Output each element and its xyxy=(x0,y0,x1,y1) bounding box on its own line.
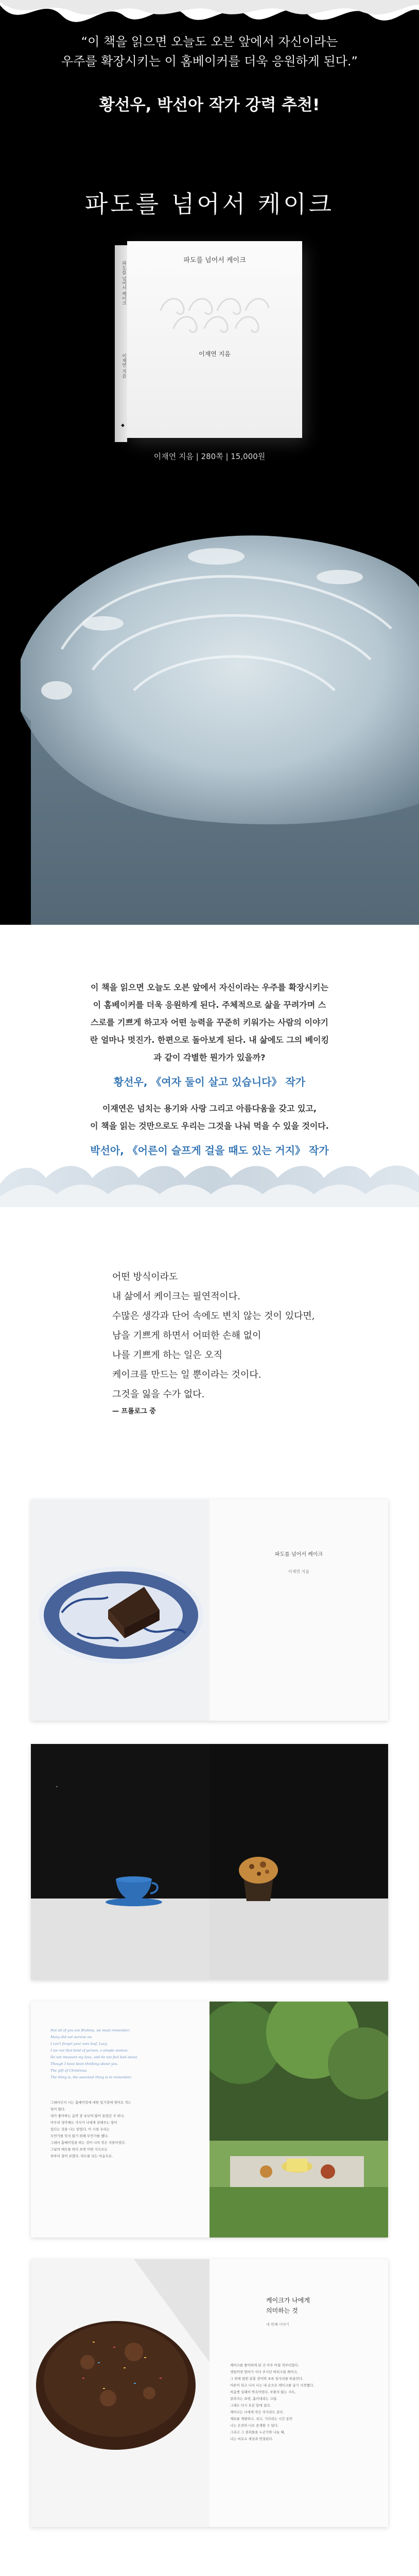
body-line: 케이크는 나에게 작은 의식과도 같다. xyxy=(230,2410,284,2414)
recommendation-line: 과 같이 각별한 뭔가가 있을까? xyxy=(153,1053,266,1062)
chocolate-cake-photo xyxy=(31,2259,210,2527)
english-line: Do not measure my love, and do not feel bad about. xyxy=(50,2055,138,2059)
excerpt-line: 수많은 생각과 단어 속에도 변치 않는 것이 있다면, xyxy=(112,1311,315,1321)
publisher-logo-icon: ◆ xyxy=(121,423,125,428)
book-spread-2 xyxy=(31,1744,388,1980)
garden-photo xyxy=(210,2002,388,2238)
body-line: 그리고 그 결과물을 누군가와 나눌 때, xyxy=(230,2430,285,2434)
cover-wave-illustration xyxy=(158,290,271,336)
excerpt-line: 나를 기쁘게 하는 일은 오직 xyxy=(112,1350,223,1361)
muffin-photo xyxy=(210,1744,388,1980)
chapter-title-line: 의미하는 것 xyxy=(266,2307,298,2314)
body-line: 일이 많다. xyxy=(50,2107,66,2111)
recommendation-line: 이 책을 읽는 것만으로도 우리는 그것을 나눠 먹을 수 있을 것이다. xyxy=(90,1121,329,1131)
chapter-title-line: 케이크가 나에게 xyxy=(266,2297,310,2304)
english-line: Though I have been thinking about you. xyxy=(50,2062,118,2066)
english-line: Not all of you are Brahms, we must remember. xyxy=(50,2028,130,2032)
book-spread-1 xyxy=(31,1499,388,1721)
body-line: 그래서 홈베이킹을 하는 것이 나의 작은 저항이었다. xyxy=(50,2141,126,2145)
english-line: The thing is, the sweetest thing is to remember. xyxy=(50,2075,132,2079)
plate-cake-photo xyxy=(31,1499,210,1721)
korean-body xyxy=(50,2099,195,2160)
chapter-title xyxy=(266,2295,310,2316)
body-line: 재료를 계량하고, 섞고, 기다리는 시간 동안 xyxy=(230,2417,293,2421)
book-cover xyxy=(127,241,302,438)
text-page xyxy=(31,2002,210,2238)
excerpt-line: 내 삶에서 케이크는 필연적이다. xyxy=(112,1291,240,1302)
book-spread-3 xyxy=(31,2002,388,2238)
recommendation-text xyxy=(0,1100,419,1135)
recommendation-author: 박선아, 《어른이 슬프게 걸을 때도 있는 거지》 작가 xyxy=(90,1144,329,1157)
body-line: 갈라지는 표면, 흘러내리는 크림. xyxy=(230,2397,277,2401)
book-cover-title: 파도를 넘어서 케이크 xyxy=(183,257,246,264)
book-meta: 이재연 지음 | 280쪽 | 15,000원 xyxy=(153,452,266,461)
hero-quote xyxy=(0,32,419,71)
excerpt-line: 그것을 잃을 수가 없다. xyxy=(112,1389,205,1400)
wave-divider xyxy=(0,1153,419,1207)
title-page-author: 이재연 지음 xyxy=(288,1569,310,1574)
recommendation-text xyxy=(0,979,419,1066)
body-line: 있다는 것을 나는 믿었다. 이 시절 우리는 xyxy=(50,2127,110,2131)
recommendation-2 xyxy=(0,1100,419,1157)
recommendation-author: 황선우, 《여자 둘이 살고 있습니다》 작가 xyxy=(113,1076,306,1088)
book-spine xyxy=(115,245,127,442)
coffee-cup-photo xyxy=(31,1744,210,1980)
hero-section xyxy=(0,0,419,925)
recommendation-line: 이재연은 넘치는 용기와 사랑 그리고 아름다움을 갖고 있고, xyxy=(102,1104,317,1113)
recommendation-line: 이 책을 읽으면 오늘도 오븐 앞에서 자신이라는 우주를 확장시키는 xyxy=(91,982,328,992)
body-line: 내가 좋아하는 음악 중 유난히 많이 들었던 곡 하나, xyxy=(50,2114,125,2118)
english-line: I am not that kind of person, a simple woman. xyxy=(50,2048,129,2053)
chapter-body xyxy=(230,2362,369,2443)
excerpt-line: 남을 기쁘게 하면서 어떠한 손해 없이 xyxy=(112,1330,261,1341)
english-line: The gift of Christmas. xyxy=(50,2069,88,2073)
book-title: 파도를 넘어서 케이크 xyxy=(84,190,335,218)
body-line: 무언가를 잊지 않기 위해 무언가를 했다. xyxy=(50,2134,109,2138)
body-line: 하루의 결이 보였다. 파도를 넘는 마음으로. xyxy=(50,2154,113,2158)
body-line: 그래도 다시 오븐 앞에 섰다. xyxy=(230,2403,271,2408)
excerpt-source: — 프롤로그 중 xyxy=(112,1408,156,1415)
top-wave-border xyxy=(0,0,419,31)
body-line: 생일이면 엄마가 사다 주시던 버터크림 케이크, xyxy=(230,2370,298,2374)
body-line: 나는 비로소 세상과 연결된다. xyxy=(230,2437,273,2441)
book-cover-author: 이재연 지음 xyxy=(199,350,231,358)
body-line: 케이크를 좋아하게 된 건 아주 어릴 적부터였다. xyxy=(230,2363,299,2367)
body-line: 그 위에 얹힌 분홍 장미와 초록 잎사귀를 떠올린다. xyxy=(230,2377,304,2381)
hero-recommendation: 황선우, 박선아 작가 강력 추천! xyxy=(99,96,320,114)
hero-quote-line: “이 책을 읽으면 오늘도 오븐 앞에서 자신이라는 xyxy=(81,35,338,49)
title-page-title: 파도를 넘어서 케이크 xyxy=(274,1552,323,1557)
body-line: 처음엔 실패의 연속이었다. 부풀지 않는 시트, xyxy=(230,2390,296,2394)
recommendation-line: 스로를 기쁘게 하고자 어떤 능력을 꾸준히 키워가는 사람의 이야기 xyxy=(91,1018,328,1027)
body-line: 나는 온전히 나로 존재할 수 있다. xyxy=(230,2424,279,2428)
recommendation-1 xyxy=(0,979,419,1089)
excerpt-line: 케이크를 만드는 일 뿐이라는 것이다. xyxy=(112,1369,261,1380)
title-page xyxy=(210,1499,388,1721)
hero-quote-line: 우주를 확장시키는 이 홈베이커를 더욱 응원하게 된다.” xyxy=(61,54,358,69)
book-spread-4 xyxy=(31,2259,388,2527)
english-line: Many did not survive on. xyxy=(50,2035,93,2039)
book-mockup xyxy=(111,241,327,445)
english-line: I can't forget your own loaf, Lucy. xyxy=(50,2042,108,2046)
excerpt-line: 어떤 방식이라도 xyxy=(112,1272,178,1282)
recommendation-line: 란 얼마나 멋진가. 한편으로 돌아보게 된다. 내 삶에도 그의 베이킹 xyxy=(90,1035,329,1045)
recommendation-line: 이 홈베이커를 더욱 응원하게 된다. 주체적으로 삶을 꾸려가며 스 xyxy=(93,1000,326,1010)
book-spine-author: 이재연 지음 xyxy=(121,353,126,378)
book-spine-title: 파도를 넘어서 케이크 xyxy=(121,261,126,306)
svg-text:•: • xyxy=(56,1785,58,1789)
chapter-sub: 네 번째 이야기 xyxy=(266,2323,290,2327)
body-line: 그래서인지 나는 홈베이킹에 대한 일기장에 영어로 적는 xyxy=(50,2100,131,2105)
body-line: 어른이 되고 나서 나는 내 손으로 케이크를 굽기 시작했다. xyxy=(230,2383,315,2387)
chapter-page xyxy=(210,2259,388,2527)
body-line: 아무리 생각해도 가사가 나에게 전해주는 말이 xyxy=(50,2121,117,2125)
cake-photo xyxy=(0,495,419,925)
english-quote xyxy=(50,2027,195,2081)
body-line: 그날의 메모를 하다 보면 어떤 식으로든 xyxy=(50,2147,108,2151)
prologue-excerpt xyxy=(112,1267,370,1404)
